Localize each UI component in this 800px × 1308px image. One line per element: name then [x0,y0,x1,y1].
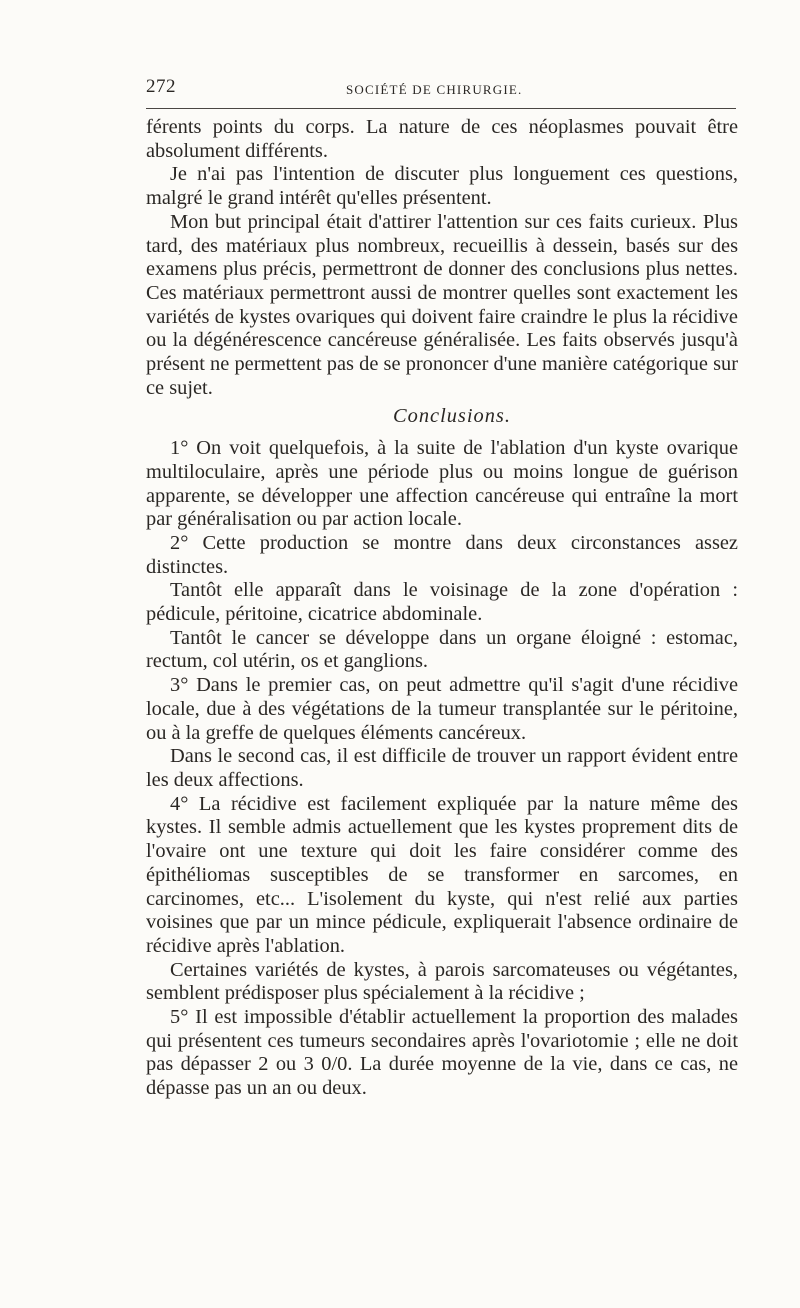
conclusion-item: Tantôt le cancer se développe dans un organe éloigné : estomac, rectum, col utérin, os et ganglions. [146,626,738,673]
paragraph: férents points du corps. La nature de ces néoplasmes pouvait être absolument différents. [146,116,738,162]
conclusion-item: Tantôt elle apparaît dans le voisinage de la zone d'opération : pédicule, péritoine, cicatrice abdominale. [146,579,738,626]
conclusion-item: Certaines variétés de kystes, à parois sarcomateuses ou végétantes, semblent prédisposer plus spécialement à la récidive ; [146,958,738,1005]
conclusion-item: 1° On voit quelquefois, à la suite de l'ablation d'un kyste ovarique multiloculaire, après une période plus ou moins longue de guérison apparente, se développer une affection cancéreuse qui entraîne la mort par généralisation ou par action locale. [146,437,738,531]
conclusion-item: Dans le second cas, il est difficile de trouver un rapport évident entre les deux affections. [146,745,738,791]
running-title: SOCIÉTÉ DE CHIRURGIE. [346,82,523,97]
header-rule [146,108,736,109]
conclusion-item: 4° La récidive est facilement expliquée par la nature même des kystes. Il semble admis actuellement que les kystes proprement dits de l'ovaire ont une texture qui doit les faire considérer comme des épithéliomas susceptibles de se transformer en sarcomes, en carcinomes, etc... L'isolement du kyste, qui n'est relié aux parties voisines que par un mince pédicule, expliquerait l'absence ordinaire de récidive après l'ablation. [146,792,738,957]
paragraph: Je n'ai pas l'intention de discuter plus longuement ces questions, malgré le grand intérêt qu'elles présentent. [146,163,738,210]
conclusion-item: 5° Il est impossible d'établir actuellement la proportion des malades qui présentent ces tumeurs secondaires après l'ovariotomie ; elle ne doit pas dépasser 2 ou 3 0/0. La durée moyenne de la vie, dans ce cas, ne dépasse pas un an ou deux. [146,1006,738,1100]
section-title: Conclusions. [393,405,511,428]
paragraph: Mon but principal était d'attirer l'attention sur ces faits curieux. Plus tard, des matériaux plus nombreux, recueillis à dessein, basés sur des examens plus précis, permettront de donner des conclusions plus nettes. Ces matériaux permettront aussi de montrer quelles sont exactement les variétés de kystes ovariques qui doivent faire craindre le plus la récidive ou la dégénérescence cancéreuse généralisée. Les faits observés jusqu'à présent ne permettent pas de se prononcer d'une manière catégorique sur ce sujet. [146,210,738,399]
conclusion-item: 3° Dans le premier cas, on peut admettre qu'il s'agit d'une récidive locale, due à des végétations de la tumeur transplantée sur le péritoine, ou à la greffe de quelques éléments cancéreux. [146,674,738,744]
page-number: 272 [146,76,176,97]
page-header [146,74,738,104]
text-body [146,116,738,1101]
conclusion-item: 2° Cette production se montre dans deux circonstances assez distinctes. [146,531,738,578]
